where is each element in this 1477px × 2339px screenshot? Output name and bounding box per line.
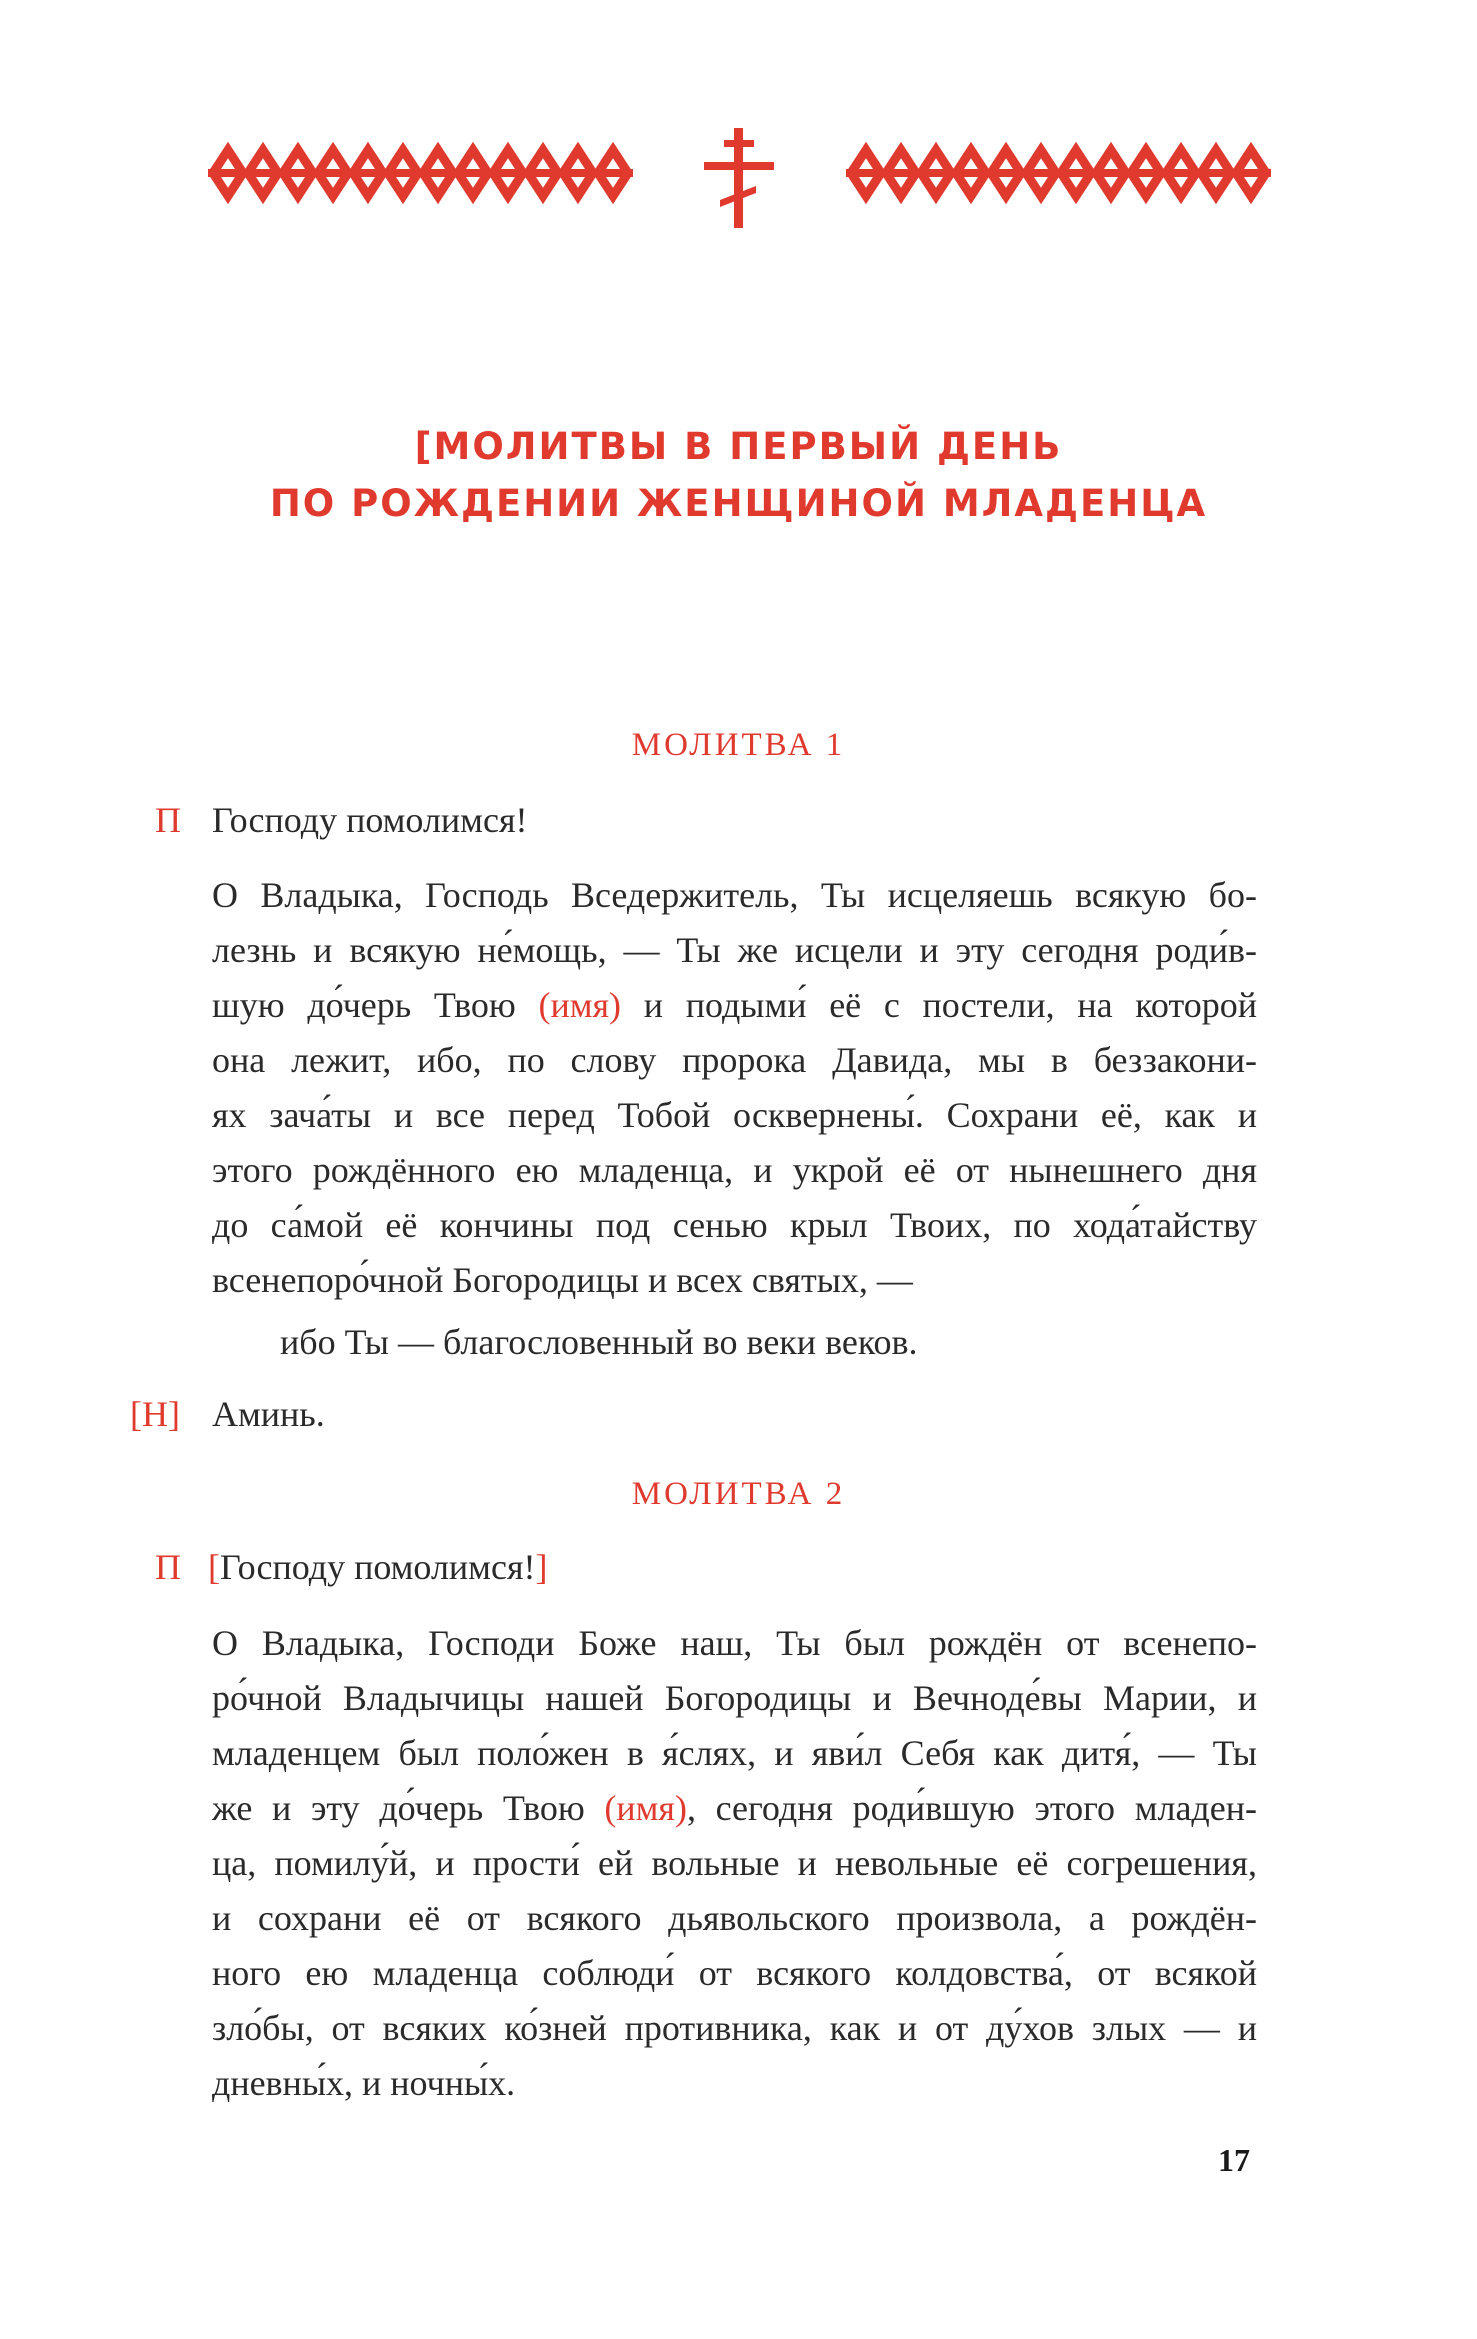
bracket-open: [ <box>208 1547 220 1587</box>
prayer-2-heading: МОЛИТВА 2 <box>631 1476 846 1512</box>
amen-response: Аминь. <box>212 1394 325 1434</box>
prayer-2-call-text: Господу помолимся! <box>220 1547 536 1587</box>
header-ornament <box>0 128 1477 218</box>
people-marker: [Н] <box>130 1394 180 1434</box>
ornament-band-right-icon <box>846 138 1271 208</box>
prayer-2-line: и сохрани её от всякого дьявольского произвола, а рождён- <box>212 1898 1257 1938</box>
prayer-2-line <box>212 1781 1257 1836</box>
name-placeholder: (имя) <box>604 1788 687 1828</box>
prayer-2-line: ро́чной Владычицы нашей Богородицы и Вечноде́вы Марии, и <box>212 1678 1257 1718</box>
prayer-2-line-tail: , сегодня роди́вшую этого младен- <box>686 1788 1257 1828</box>
prayer-1-line-tail: и подыми́ её с постели, на которой <box>621 985 1257 1025</box>
ornament-band-left-icon <box>208 138 633 208</box>
prayer-1-doxology: ибо Ты — благословенный во веки веков. <box>280 1322 918 1362</box>
prayer-2-line: дневны́х, и ночны́х. <box>212 2063 516 2103</box>
prayer-2-line: О Владыка, Господи Боже наш, Ты был рождён от всенепо- <box>212 1623 1257 1663</box>
prayer-1-body <box>212 868 1257 1308</box>
prayer-1-line-head: шую до́черь Твою <box>212 985 539 1025</box>
prayer-1-line: она лежит, ибо, по слову пророка Давида, мы в беззакони- <box>212 1040 1257 1080</box>
section-title <box>0 418 1477 532</box>
prayer-1-line: ях зача́ты и все перед Тобой осквернены́. Сохрани её, как и <box>212 1095 1257 1135</box>
prayer-1-line: О Владыка, Господь Вседержитель, Ты исцеляешь всякую бо- <box>212 875 1257 915</box>
prayer-2-line: зло́бы, от всяких ко́зней противника, как и от ду́хов злых — и <box>212 2008 1257 2048</box>
orthodox-cross-icon <box>698 128 778 228</box>
prayer-2-line: младенцем был поло́жен в я́слях, и яви́л Себя как дитя́, — Ты <box>212 1733 1257 1773</box>
prayer-1-line: всенепоро́чной Богородицы и всех святых, — <box>212 1260 913 1300</box>
prayer-2-body <box>212 1616 1257 2111</box>
prayer-2-line-head: же и эту до́черь Твою <box>212 1788 605 1828</box>
prayer-1-heading: МОЛИТВА 1 <box>631 727 846 763</box>
bracket-close: ] <box>535 1547 548 1587</box>
prayer-1-line: лезнь и всякую не́мощь, — Ты же исцели и эту сегодня роди́в- <box>212 930 1257 970</box>
name-placeholder: (имя) <box>538 985 622 1025</box>
prayer-2-line: ца, помилу́й, и прости́ ей вольные и невольные её согрешения, <box>212 1843 1257 1883</box>
section-title-line-1: [МОЛИТВЫ В ПЕРВЫЙ ДЕНЬ <box>414 425 1063 468</box>
prayer-1-line <box>212 978 1257 1033</box>
priest-marker: П <box>155 800 181 840</box>
prayer-1-line: до са́мой её кончины под сенью крыл Твоих, по хода́тайству <box>212 1205 1257 1245</box>
prayer-1-line: этого рождённого ею младенца, и укрой её от нынешнего дня <box>212 1150 1257 1190</box>
prayer-2-line: ного ею младенца соблюди́ от всякого колдовства́, от всякой <box>212 1953 1257 1993</box>
prayer-2-call <box>208 1547 548 1587</box>
prayer-1-call: Господу помолимся! <box>212 800 528 840</box>
priest-marker: П <box>155 1547 181 1587</box>
page-number: 17 <box>1218 2142 1250 2178</box>
section-title-line-2: ПО РОЖДЕНИИ ЖЕНЩИНОЙ МЛАДЕНЦА <box>269 482 1208 525</box>
